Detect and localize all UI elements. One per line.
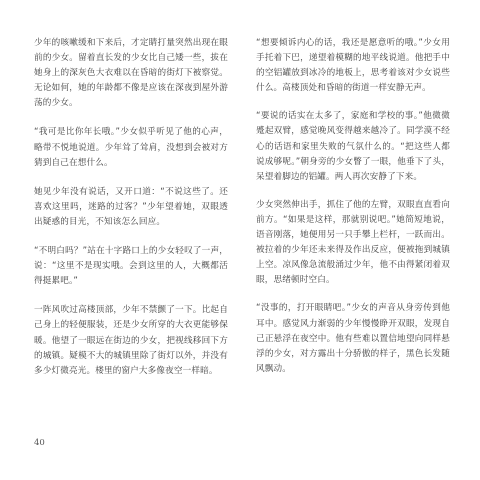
paragraph: “要说的话实在太多了，家庭和学校的事。”他微微蹙起双臂，感觉晚风变得越来越冷了。同学漠不经心的话语和家里失败的气氛什么的。“把这些人都说成够呢。”朝身旁的少女瞥了一眼，他垂下了头，呆望着脚边的铝罐。两人再次安静了下来。 (256, 111, 450, 182)
paragraph: 少女突然伸出手，抓住了他的左臂，双眼直直看向前方。“如果是这样，那就别说吧。”她简短地说，语音刚落，她便用另一只手攀上栏杆，一跃而出。被拉着的少年还未来得及作出反应，便被拖到城镇上空。凉风像急流般涌过少年，他不由得紧闭着双眼，思绪顿时空白。 (256, 199, 450, 286)
page-number: 40 (34, 438, 45, 448)
left-text-column (34, 36, 228, 393)
paragraph: “没事的，打开眼睛吧。”少女的声音从身旁传到他耳中。感觉风力渐弱的少年慢慢睁开双眼，发现自己正悬浮在夜空中。他有些难以置信地望向同样悬浮的少女，对方露出十分骄傲的样子，黑色长发随风飘动。 (256, 303, 450, 374)
paragraph: 少年的咳嗽缓和下来后，才定睛打量突然出现在眼前的少女。留着直长发的少女比自己矮一些，拔在她身上的深灰色大衣难以在昏暗的街灯下被察觉。无论如何，她的年龄都不像是应该在深夜到屋外游荡的少女。 (34, 38, 228, 109)
paragraph: “我可是比你年长哦。”少女似乎听见了他的心声，略带不悦地说道。少年耸了耸肩，没想到会被对方猜到自己在想什么。 (34, 127, 228, 168)
paragraph: “不明白吗？”站在十字路口上的少女轻叹了一声，说：“这里不是现实哦。会到这里的人，大概都活得挺累吧。” (34, 246, 228, 287)
right-text-column (256, 36, 450, 390)
paragraph: 她见少年没有说话，又开口道：“不说这些了。还喜欢这里吗，迷路的过客？”少年望着她，双眼透出疑惑的目光，不知该怎么回应。 (34, 186, 228, 227)
paragraph: “想要倾诉内心的话，我还是愿意听的哦。”少女用手托着下巴，递望着模糊的地平线说道。他把手中的空铝罐放到冰冷的地板上，思考着该对少女说些什么。高楼顶处和昏暗的街道一样安静无声。 (256, 38, 450, 94)
paragraph: 一阵风吹过高楼顶部，少年不禁颤了一下。比起自己身上的轻便服装，还是少女所穿的大衣更能够保暖。他望了一眼远在街边的少女，把视线移回下方的城镇。疑模不大的城镇里除了街灯以外，并没有多少灯微亮光。楼里的窗户大多像夜空一样暗。 (34, 305, 228, 376)
